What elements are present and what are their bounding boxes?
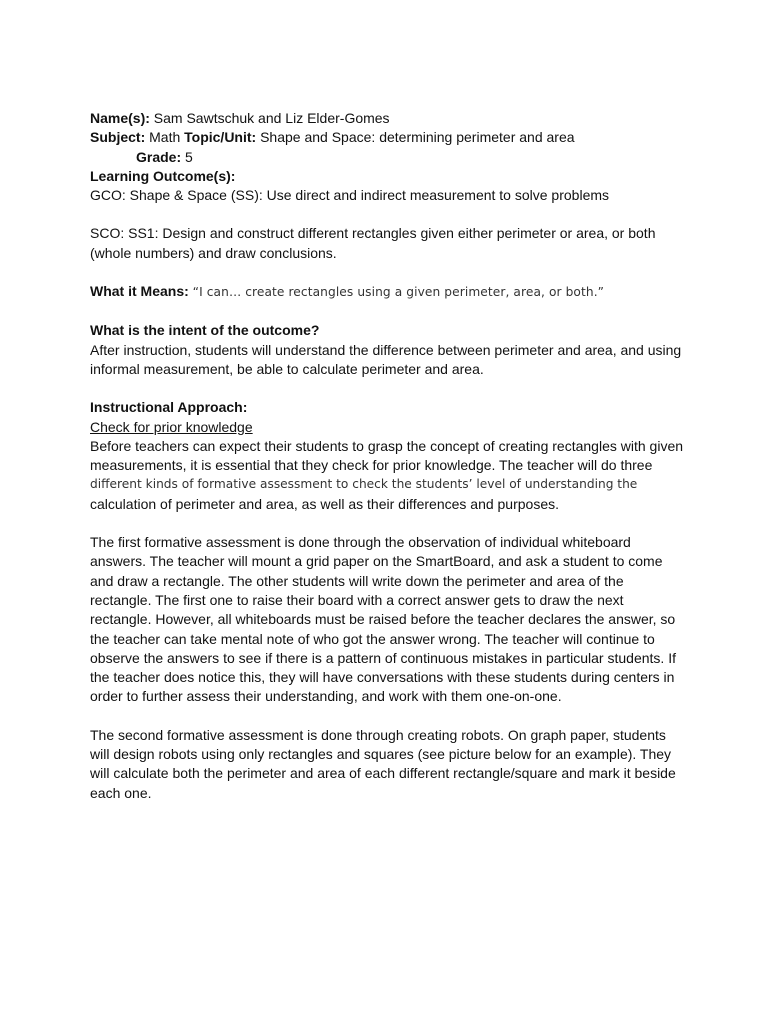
paragraph-line: the teacher can take mental note of who got the answer wrong. The teacher will continue to	[90, 630, 655, 647]
intent-line-2: informal measurement, be able to calculate perimeter and area.	[90, 360, 484, 377]
subject-label: Subject:	[90, 129, 146, 146]
paragraph-line: and draw a rectangle. The other students will write down the perimeter and area of the	[90, 572, 624, 589]
prior-knowledge-subheading: Check for prior knowledge	[90, 418, 253, 435]
grade-value: 5	[185, 148, 193, 165]
paragraph-line: rectangle. The first one to raise their board with a correct answer gets to draw the next	[90, 591, 624, 608]
sco-line-1: SCO: SS1: Design and construct different rectangles given either perimeter or area, or both	[90, 225, 656, 242]
meaning-line	[90, 282, 690, 302]
names-value: Sam Sawtschuk and Liz Elder-Gomes	[153, 110, 390, 126]
paragraph-line: The second formative assessment is done through creating robots. On graph paper, students	[90, 726, 666, 743]
paragraph-line: different kinds of formative assessment to check the students’ level of understanding the	[90, 477, 638, 492]
subject-value: Math	[149, 129, 181, 146]
meaning-value: “I can… create rectangles using a given perimeter, area, or both.”	[192, 285, 605, 300]
grade-label: Grade:	[136, 148, 182, 165]
gco-line: GCO: Shape & Space (SS): Use direct and indirect measurement to solve problems	[90, 187, 610, 204]
learning-outcomes-label: Learning Outcome(s):	[90, 167, 236, 184]
meaning-label: What it Means:	[90, 283, 189, 300]
paragraph-line: each one.	[90, 784, 152, 801]
names-line	[90, 109, 690, 128]
paragraph-line: the teacher does notice this, they will have conversations with these students during centers in	[90, 669, 675, 686]
intent-heading: What is the intent of the outcome?	[90, 322, 320, 339]
paragraph-line: measurements, it is essential that they check for prior knowledge. The teacher will do three	[90, 457, 653, 474]
instructional-approach-heading: Instructional Approach:	[90, 399, 248, 416]
paragraph-first-assessment	[90, 533, 690, 707]
paragraph-prior-knowledge	[90, 437, 690, 514]
paragraph-second-assessment	[90, 726, 690, 803]
document-page	[90, 109, 690, 803]
paragraph-line: rectangle. However, all whiteboards must be raised before the teacher declares the answer, so	[90, 611, 676, 628]
topic-label: Topic/Unit:	[184, 129, 257, 146]
paragraph-line: will design robots using only rectangles and squares (see picture below for an example). They	[90, 746, 672, 763]
paragraph-line: calculation of perimeter and area, as well as their differences and purposes.	[90, 495, 560, 512]
paragraph-line: observe the answers to see if there is a pattern of continuous mistakes in particular students. If	[90, 649, 676, 666]
grade-line	[90, 148, 690, 167]
names-label: Name(s):	[90, 110, 150, 126]
topic-value: Shape and Space: determining perimeter and area	[260, 129, 575, 146]
paragraph-line: Before teachers can expect their students to grasp the concept of creating rectangles with given	[90, 437, 684, 454]
subject-line	[90, 128, 690, 147]
paragraph-line: will calculate both the perimeter and area of each different rectangle/square and mark it beside	[90, 765, 676, 782]
paragraph-line: answers. The teacher will mount a grid paper on the SmartBoard, and ask a student to come	[90, 553, 663, 570]
sco-line-2: (whole numbers) and draw conclusions.	[90, 244, 337, 261]
intent-line-1: After instruction, students will understand the difference between perimeter and area, and using	[90, 341, 682, 358]
paragraph-line: The first formative assessment is done through the observation of individual whiteboard	[90, 534, 631, 551]
paragraph-line: order to further assess their understanding, and work with them one-on-one.	[90, 688, 562, 705]
